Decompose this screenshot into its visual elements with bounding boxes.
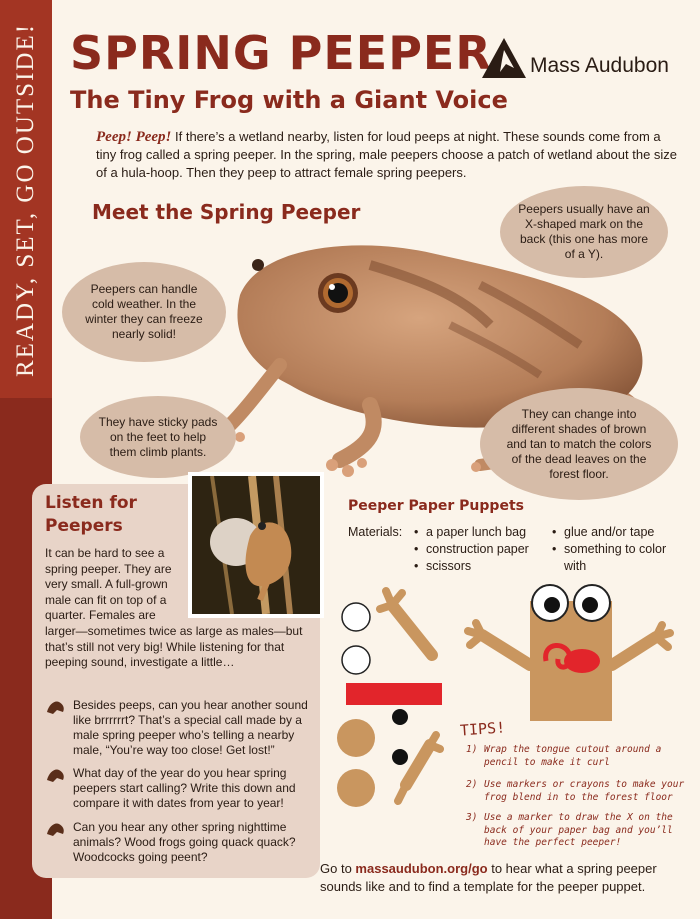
tip-number: 3) [466,812,478,823]
page-subtitle: The Tiny Frog with a Giant Voice [70,86,508,114]
listen-prompt-text: Besides peeps, can you hear another sound like brrrrrrt? That’s a special call made by a male spring peeper who’s telling a nearby male, “You’re way too close! Get lost!” [73,698,308,757]
page-title: SPRING PEEPER [70,26,492,80]
website-link[interactable]: massaudubon.org/go [355,861,488,876]
listen-paragraph [45,546,313,671]
intro-paragraph [96,128,680,182]
tip-item [466,812,696,850]
tips-heading: TIPS! [459,718,506,740]
intro-lead: Peep! Peep! [96,129,172,145]
listen-prompt [45,698,315,758]
footer-pre: Go to [320,861,356,876]
material-item: • something to color with [552,541,672,575]
tip-text: Use markers or crayons to make your frog blend in to the forest floor [484,779,685,803]
tip-text: Use a marker to draw the X on the back of your paper bag and you’ll have the perfect peeper! [484,812,673,848]
listen-body-wide: larger—sometimes twice as large as males—but that’s still not very big! While listening for that peeping sound, investigate a little… [45,623,303,670]
tip-number: 1) [466,744,478,755]
speech-bubble-xmark: Peepers usually have an X-shaped mark on the back (this one has more of a Y). [500,186,668,278]
frog-bullet-icon [45,698,67,716]
speech-bubble-cold: Peepers can handle cold weather. In the winter they can freeze nearly solid! [62,262,226,362]
series-title: READY, SET, GO OUTSIDE! [12,22,39,378]
materials-list [414,524,529,575]
speech-bubble-sticky: They have sticky pads on the feet to help them climb plants. [80,396,236,478]
puppet-heading: Peeper Paper Puppets [348,498,524,514]
listen-prompt-text: What day of the year do you hear spring peepers start calling? Write this down and compare it with dates from year to year! [73,766,296,810]
listen-prompt [45,766,315,811]
listen-prompt-text: Can you hear any other spring nighttime animals? Wood frogs going quack quack? Woodcocks going peent? [73,820,296,864]
frog-bullet-icon [45,820,67,838]
meet-heading: Meet the Spring Peeper [92,200,361,224]
materials-label: Materials: [348,525,403,539]
listen-heading: Listen for Peepers [45,493,137,536]
speech-bubble-color: They can change into different shades of brown and tan to match the colors of the dead leaves on the forest floor. [480,388,678,500]
logo-text: Mass Audubon [530,54,669,77]
material-item: • a paper lunch bag [414,524,529,541]
frog-bullet-icon [45,766,67,784]
tip-item [466,744,696,769]
material-item: • construction paper [414,541,529,558]
tip-text: Wrap the tongue cutout around a pencil to make it curl [484,744,662,768]
footer-paragraph [320,860,688,896]
listen-body-narrow: It can be hard to see a spring peeper. They are very small. A full-grown male can fit on top of a quarter. Females are [45,546,172,623]
material-item: • scissors [414,558,529,575]
materials-list [552,524,672,575]
egret-logo-icon [480,36,528,80]
intro-text: If there’s a wetland nearby, listen for loud peeps at night. These sounds come from a tiny frog called a spring peeper. In the spring, male peepers choose a patch of wetland about the size of a hula-hoop. Then they peep to attract female spring peepers. [96,129,678,180]
material-item: • glue and/or tape [552,524,672,541]
tip-number: 2) [466,779,478,790]
tip-item [466,779,696,804]
footer-post: to hear what a spring peeper sounds like and to find a template for the peeper puppet. [320,861,657,894]
listen-prompt [45,820,315,865]
mass-audubon-logo [480,36,680,80]
